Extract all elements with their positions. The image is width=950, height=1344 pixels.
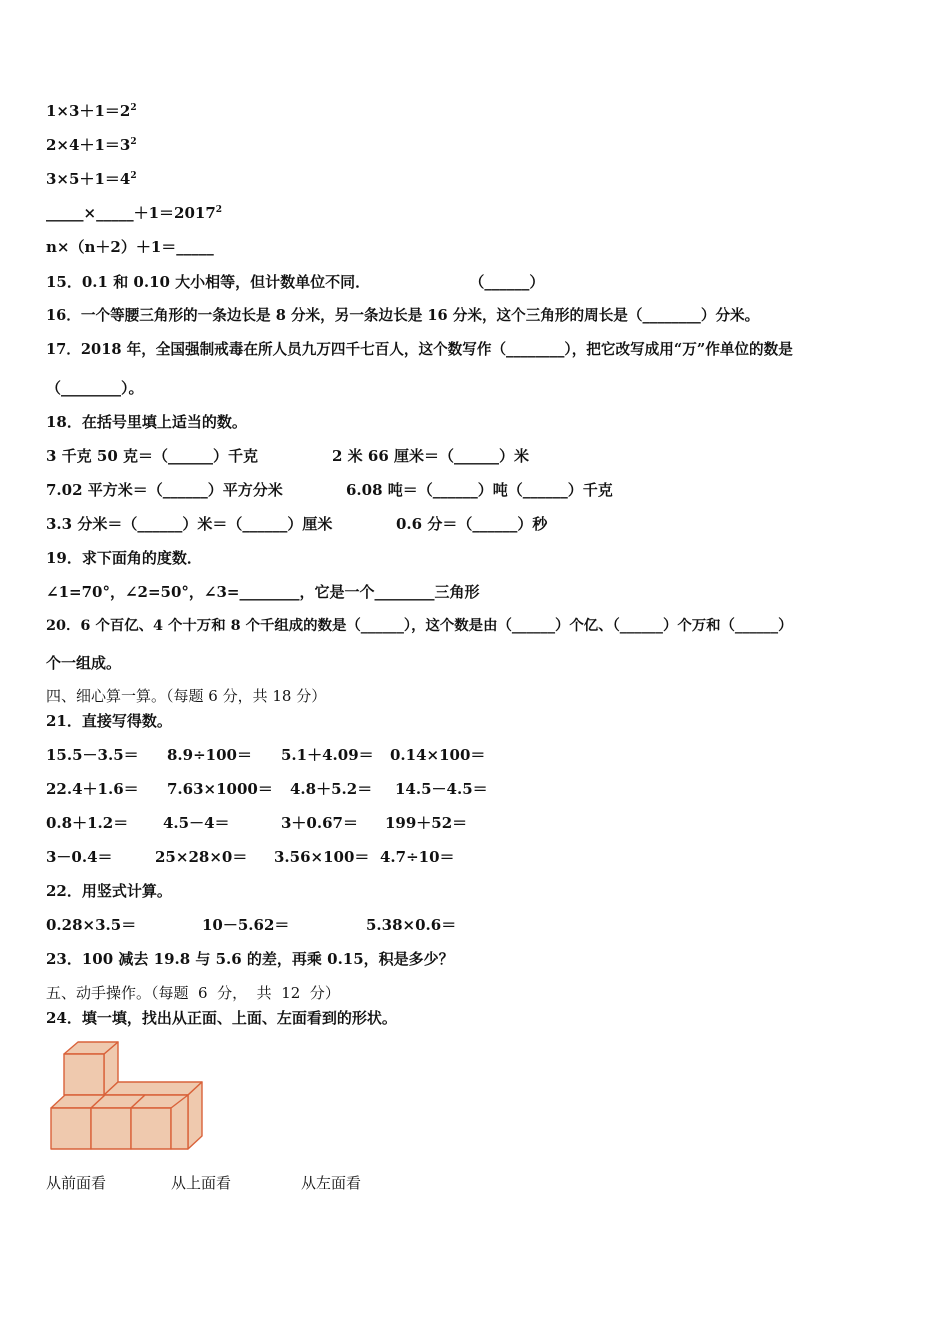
question-21-title: 21．直接写得数。 xyxy=(46,712,172,730)
calc-r4-c3: 3.56×100＝ xyxy=(274,848,370,866)
question-18-r2c1: 7.02 平方米＝（______）平方分米 xyxy=(46,481,283,499)
question-18-r3c2: 0.6 分＝（______）秒 xyxy=(396,515,548,533)
calc-r4-c1: 3－0.4＝ xyxy=(46,848,113,866)
question-18-r2c2: 6.08 吨＝（______）吨（______）千克 xyxy=(346,481,613,499)
calc-r3-c4: 199＋52＝ xyxy=(385,814,468,832)
pattern-row-1 xyxy=(46,101,137,121)
section-4-heading: 四、细心算一算。（每题 6 分，共 18 分） xyxy=(46,687,327,705)
back-row-top-face xyxy=(104,1082,202,1095)
cube-stack-figure xyxy=(46,1040,206,1156)
question-19-line: ∠1=70°，∠2=50°，∠3=________，它是一个________三角形 xyxy=(46,583,480,601)
calc-r1-c3: 5.1＋4.09＝ xyxy=(281,746,374,764)
question-24-title: 24．填一填，找出从正面、上面、左面看到的形状。 xyxy=(46,1009,397,1027)
left-view-label: 从左面看 xyxy=(301,1174,362,1192)
question-17-line-1: 17．2018 年，全国强制戒毒在所人员九万四千七百人，这个数写作（________），把它改写成用“万”作单位的数是 xyxy=(46,341,793,358)
pattern-row-3-base: 3×5＋1＝4 xyxy=(46,170,131,188)
vertical-calc-1: 0.28×3.5＝ xyxy=(46,916,137,934)
top-view-label: 从上面看 xyxy=(171,1174,232,1192)
question-18-title: 18．在括号里填上适当的数。 xyxy=(46,413,247,431)
calc-r2-c3: 4.8＋5.2＝ xyxy=(290,780,373,798)
calc-r2-c4: 14.5－4.5＝ xyxy=(395,780,488,798)
question-19-title: 19．求下面角的度数． xyxy=(46,549,202,567)
pattern-row-4-exponent: 2 xyxy=(215,205,223,215)
pattern-row-5: n×（n＋2）＋1＝_____ xyxy=(46,238,214,256)
calc-r1-c2: 8.9÷100＝ xyxy=(167,746,252,764)
question-20-line-1: 20．6 个百亿、4 个十万和 8 个千组成的数是（______），这个数是由（______）个亿、（______）个万和（______） xyxy=(46,617,793,634)
question-18-r1c1: 3 千克 50 克＝（______）千克 xyxy=(46,447,258,465)
calc-r3-c3: 3＋0.67＝ xyxy=(281,814,358,832)
question-20-line-2: 个一组成。 xyxy=(46,654,122,672)
bottom-left-front-face xyxy=(51,1108,91,1149)
bottom-middle-front-face xyxy=(91,1108,131,1149)
pattern-row-2 xyxy=(46,135,137,155)
calc-r3-c1: 0.8＋1.2＝ xyxy=(46,814,129,832)
pattern-row-1-base: 1×3＋1＝2 xyxy=(46,102,131,120)
calc-r1-c4: 0.14×100＝ xyxy=(390,746,486,764)
question-15: 15．0.1 和 0.10 大小相等，但计数单位不同． （______） xyxy=(46,273,545,291)
calc-r2-c1: 22.4＋1.6＝ xyxy=(46,780,139,798)
pattern-row-3-exponent: 2 xyxy=(130,171,137,181)
section-5-heading: 五、动手操作。（每题 6 分， 共 12 分） xyxy=(46,984,340,1002)
pattern-row-4 xyxy=(46,203,222,223)
calc-r4-c2: 25×28×0＝ xyxy=(155,848,248,866)
question-17-line-2: （________）。 xyxy=(46,379,144,397)
calc-r1-c1: 15.5－3.5＝ xyxy=(46,746,139,764)
pattern-row-2-base: 2×4＋1＝3 xyxy=(46,136,131,154)
pattern-row-2-exponent: 2 xyxy=(130,137,137,147)
question-18-r3c1: 3.3 分米＝（______）米＝（______）厘米 xyxy=(46,515,333,533)
vertical-calc-2: 10－5.62＝ xyxy=(202,916,290,934)
question-18-r1c2: 2 米 66 厘米＝（______）米 xyxy=(332,447,529,465)
front-view-label: 从前面看 xyxy=(46,1174,107,1192)
question-22-title: 22．用竖式计算。 xyxy=(46,882,172,900)
pattern-row-4-base: _____×_____＋1＝2017 xyxy=(46,204,216,222)
vertical-calc-3: 5.38×0.6＝ xyxy=(366,916,457,934)
top-cube-front-face xyxy=(64,1054,104,1095)
question-23: 23．100 减去 19.8 与 5.6 的差，再乘 0.15，积是多少？ xyxy=(46,950,454,968)
pattern-row-3 xyxy=(46,169,137,189)
question-16: 16．一个等腰三角形的一条边长是 8 分米，另一条边长是 16 分米，这个三角形的周长是（________）分米。 xyxy=(46,307,760,324)
calc-r3-c2: 4.5－4＝ xyxy=(163,814,230,832)
bottom-right-front-face xyxy=(131,1108,171,1149)
calc-r2-c2: 7.63×1000＝ xyxy=(167,780,273,798)
calc-r4-c4: 4.7÷10＝ xyxy=(380,848,455,866)
pattern-row-1-exponent: 2 xyxy=(130,103,137,113)
